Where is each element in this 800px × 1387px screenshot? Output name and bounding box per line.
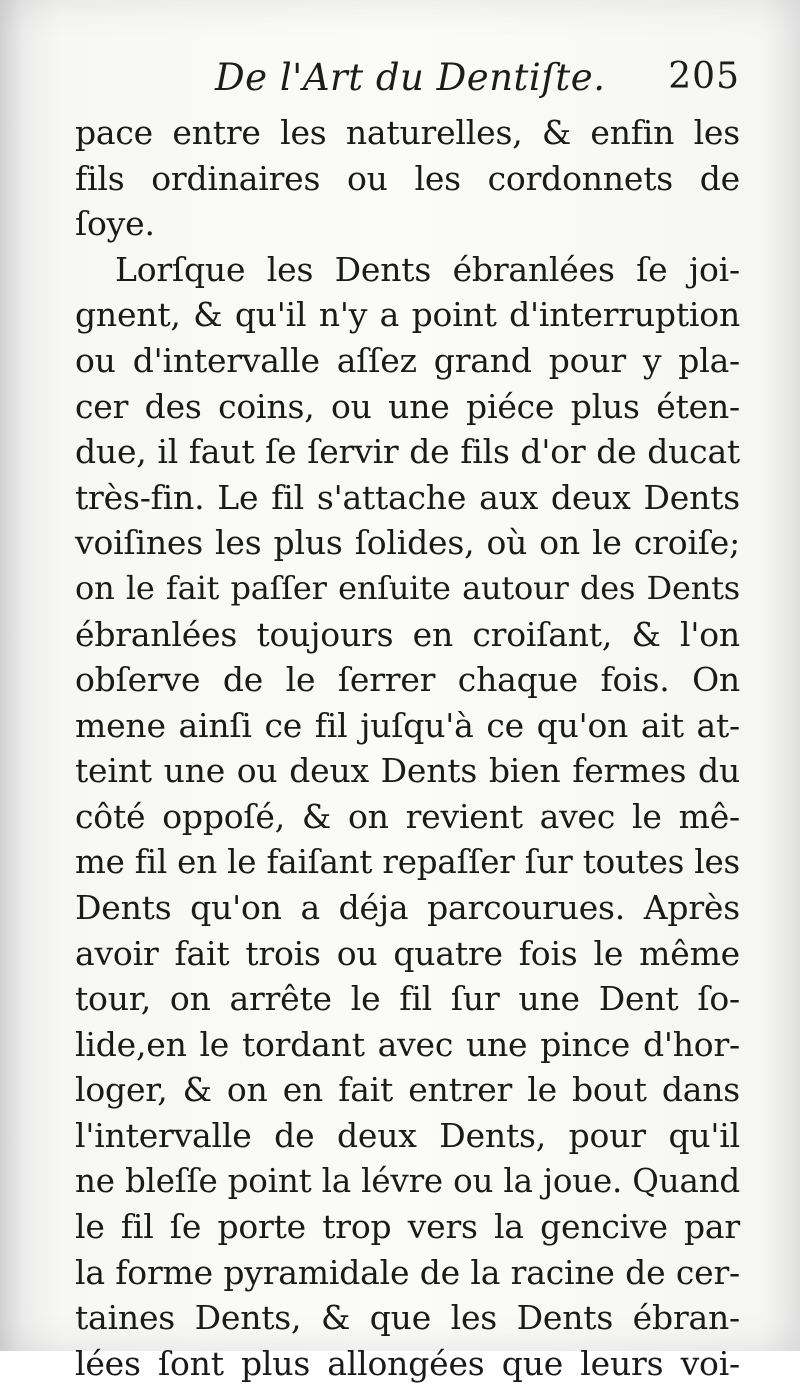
text-line: tour, on arrête le fil ſur une Dent ſo-: [75, 979, 740, 1019]
paragraph-start-line: Lorſque les Dents ébranlées ſe joi-: [115, 249, 740, 289]
text-line: côté oppoſé, & on revient avec le mê-: [75, 796, 740, 836]
text-line: avoir fait trois ou quatre fois le même: [75, 933, 740, 973]
page-header: [75, 56, 740, 116]
text-line: voiſines les plus ſolides, où on le croiſe;: [75, 523, 740, 563]
running-title: De l'Art du Dentiſte.: [215, 56, 606, 99]
text-line: très-fin. Le fil s'attache aux deux Dents: [75, 477, 740, 517]
text-line: fils ordinaires ou les cordonnets de: [75, 158, 740, 198]
text-line: ébranlées toujours en croiſant, & l'on: [75, 614, 740, 654]
text-line: la forme pyramidale de la racine de cer-: [75, 1252, 740, 1292]
text-line: le fil ſe porte trop vers la gencive par: [75, 1207, 740, 1247]
text-line: pace entre les naturelles, & enfin les: [75, 113, 740, 152]
text-line: loger, & on en fait entrer le bout dans: [75, 1070, 740, 1110]
text-line: ſoye.: [75, 204, 155, 244]
text-line: cer des coins, ou une piéce plus éten-: [75, 386, 740, 426]
text-line: lide,en le tordant avec une pince d'hor-: [75, 1024, 740, 1064]
text-line: mene ainſi ce fil juſqu'à ce qu'on ait at-: [75, 705, 740, 745]
text-line: ou d'intervalle aſſez grand pour y pla-: [75, 340, 740, 380]
page-number: 205: [668, 56, 740, 97]
text-line: gnent, & qu'il n'y a point d'interruption: [75, 295, 740, 335]
text-line: obſerve de le ſerrer chaque fois. On: [75, 660, 740, 700]
text-line: due, il faut ſe ſervir de fils d'or de ducat: [75, 432, 740, 472]
text-line: Dents qu'on a déja parcourues. Après: [75, 888, 740, 928]
text-line: me fil en le faiſant repaſſer ſur toutes les: [75, 842, 740, 881]
text-line: taines Dents, & que les Dents ébran-: [75, 1298, 740, 1338]
text-line: ne bleſſe point la lévre ou la joue. Quand: [75, 1161, 740, 1200]
text-line: on le fait paſſer enſuite autour des Dents: [75, 568, 740, 607]
body-text: [75, 110, 740, 1387]
text-line: teint une ou deux Dents bien fermes du: [75, 751, 740, 791]
text-line: l'intervalle de deux Dents, pour qu'il: [75, 1116, 740, 1156]
text-line: lées ſont plus allongées que leurs voi-: [75, 1344, 740, 1384]
